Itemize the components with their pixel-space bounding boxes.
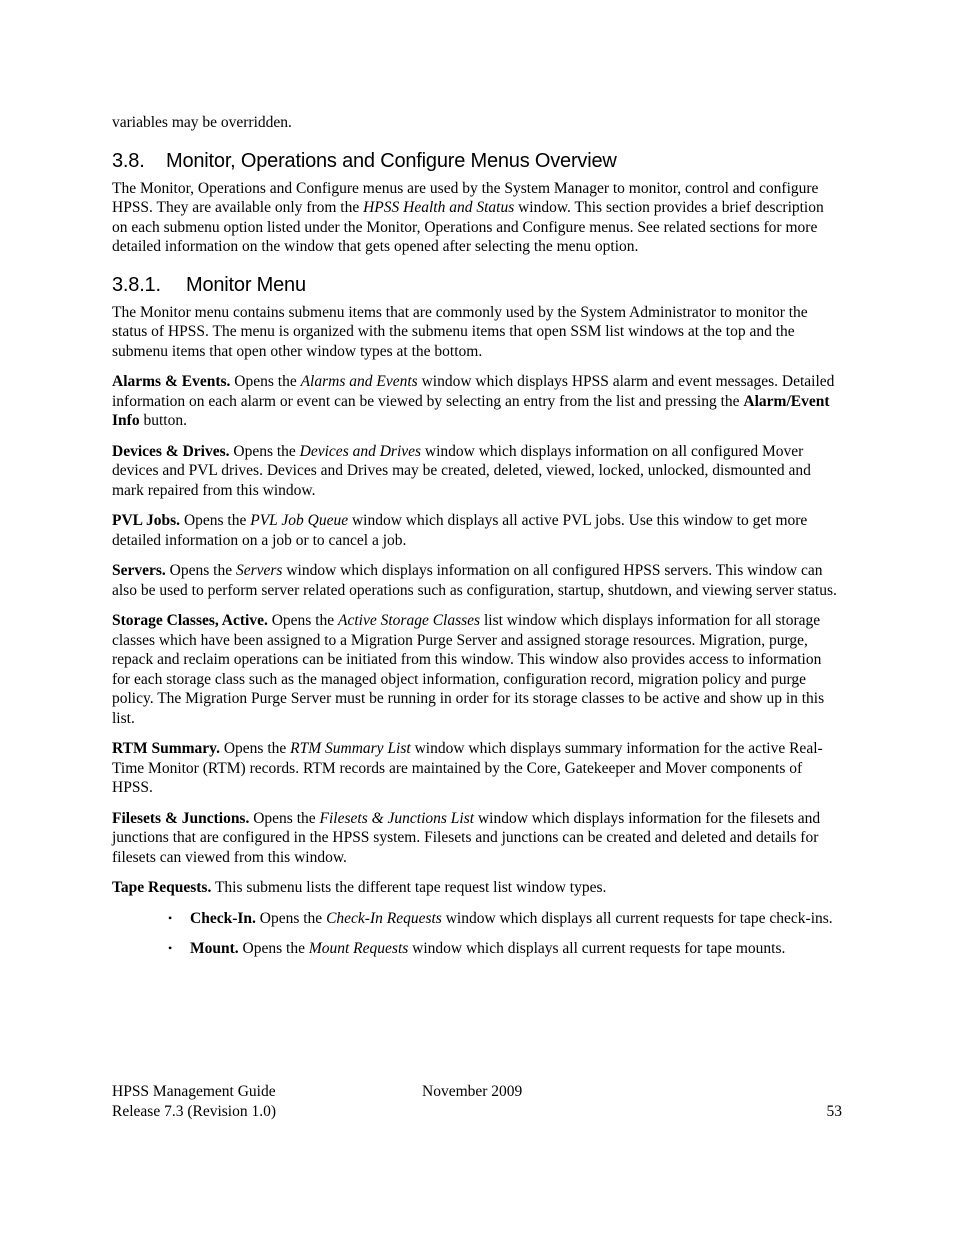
window-name: Check-In Requests	[326, 909, 442, 927]
text-run: window which displays summary information for the active Real-Time Monitor (RTM) records. RTM records are maintained by the Core, Gatekeeper and Mover components of HPSS.	[112, 740, 823, 796]
item-servers	[112, 561, 842, 600]
page-content	[112, 113, 842, 970]
item-pvl-jobs	[112, 511, 842, 550]
text-run: Opens the	[238, 940, 309, 957]
text-run: Opens the	[219, 740, 291, 757]
window-name: HPSS Health and Status	[363, 199, 515, 216]
footer-date: November 2009	[422, 1083, 523, 1100]
text-run: window which displays all current requests for tape mounts.	[408, 940, 786, 957]
footer-release: Release 7.3 (Revision 1.0)	[112, 1103, 277, 1120]
subsection-title: Monitor Menu	[186, 273, 306, 296]
item-term: PVL Jobs.	[112, 512, 181, 529]
bullet-icon: •	[168, 941, 173, 955]
text-run: Opens the	[267, 612, 339, 629]
page-footer	[112, 1082, 842, 1122]
subsection-paragraph: The Monitor menu contains submenu items that are commonly used by the System Administrator to monitor the status of HPSS. The menu is organized with the submenu items that open SSM list windows at the top and the submenu items that open other window types at the bottom.	[112, 303, 808, 360]
window-name: Alarms and Events	[300, 373, 418, 390]
text-run: window which displays information on all configured HPSS servers. This window can also be used to perform server related operations such as configuration, startup, shutdown, and viewing server status.	[112, 562, 837, 599]
text-run: window which displays all current requests for tape check-ins.	[441, 909, 833, 927]
footer-guide-title: HPSS Management Guide	[112, 1083, 276, 1100]
section-number: 3.8.	[112, 149, 145, 172]
text-run: Opens the	[165, 562, 236, 579]
window-name: Devices and Drives	[299, 442, 422, 460]
subsection-number: 3.8.1.	[112, 273, 161, 296]
section-paragraph	[112, 179, 842, 257]
item-alarms-events	[112, 372, 842, 431]
section-heading	[112, 149, 842, 173]
item-rtm-summary	[112, 739, 842, 798]
text-run: Opens the	[180, 512, 251, 529]
item-term: Storage Classes, Active.	[112, 612, 268, 629]
text-run: The Monitor, Operations and Configure menus are used by the System Manager to monitor, control and configure HPSS. They are available only from the	[112, 179, 819, 216]
item-term: Mount.	[190, 940, 239, 957]
page-number: 53	[826, 1103, 842, 1120]
footer-row-1	[112, 1082, 842, 1102]
text-run: window which displays information on all configured Mover devices and PVL drives. Devices and Drives may be created, deleted, viewed, locked, unlocked, dismounted and mark repaired from this window.	[112, 442, 811, 499]
footer-row-2	[112, 1102, 842, 1122]
window-name: Mount Requests	[308, 940, 409, 957]
item-term: Filesets & Junctions.	[112, 809, 250, 827]
section-title: Monitor, Operations and Configure Menus Overview	[166, 149, 617, 172]
button-name: Alarm/Event Info	[112, 392, 830, 429]
bullet-icon: •	[168, 910, 173, 925]
item-devices-drives	[112, 442, 842, 501]
text-run: list window which displays information for all storage classes which have been assigned to a Migration Purge Server and assigned storage resources. Migration, purge, repack and reclaim operations can be initiated from this window. This window also provides access to information for each storage class such as the managed object information, configuration record, migration policy and purge policy. The Migration Purge Server must be running in order for its storage classes to be active and show up in this list.	[112, 612, 825, 727]
text-run: window which displays information for the filesets and junctions that are configured in the HPSS system. Filesets and junctions can be created and deleted and details for filesets can viewed from this window.	[112, 809, 821, 866]
tape-request-list	[112, 909, 842, 959]
text-run: window which displays HPSS alarm and event messages. Detailed information on each alarm or event can be viewed by selecting an entry from the list and pressing the	[112, 373, 835, 410]
window-name: Servers	[235, 562, 283, 579]
item-tape-requests	[112, 878, 842, 898]
window-name: Filesets & Junctions List	[319, 809, 475, 827]
item-filesets-junctions	[112, 809, 842, 868]
list-item	[168, 909, 842, 929]
window-name: RTM Summary List	[290, 740, 411, 757]
text-run: Opens the	[229, 442, 300, 460]
item-term: Servers.	[112, 562, 166, 579]
subsection-heading	[112, 273, 842, 297]
item-term: RTM Summary.	[112, 740, 220, 757]
window-name: Active Storage Classes	[338, 612, 481, 629]
text-run: window which displays all active PVL jobs. Use this window to get more detailed information on a job or to cancel a job.	[112, 512, 808, 549]
window-name: PVL Job Queue	[250, 512, 349, 529]
text-run: Opens the	[255, 909, 327, 927]
item-storage-classes	[112, 611, 842, 728]
text-run: This submenu lists the different tape request list window types.	[211, 879, 607, 896]
text-run: Opens the	[249, 809, 320, 827]
text-run: button.	[139, 412, 187, 429]
item-term: Alarms & Events.	[112, 373, 231, 390]
item-term: Check-In.	[190, 909, 256, 927]
text-run: window. This section provides a brief description on each submenu option listed under the Monitor, Operations and Configure menus. See related sections for more detailed information on the window that gets opened after selecting the menu option.	[112, 199, 824, 255]
item-term: Tape Requests.	[112, 879, 212, 896]
intro-line: variables may be overridden.	[112, 114, 292, 131]
list-item	[168, 939, 842, 959]
text-run: Opens the	[230, 373, 301, 390]
item-term: Devices & Drives.	[112, 442, 230, 460]
